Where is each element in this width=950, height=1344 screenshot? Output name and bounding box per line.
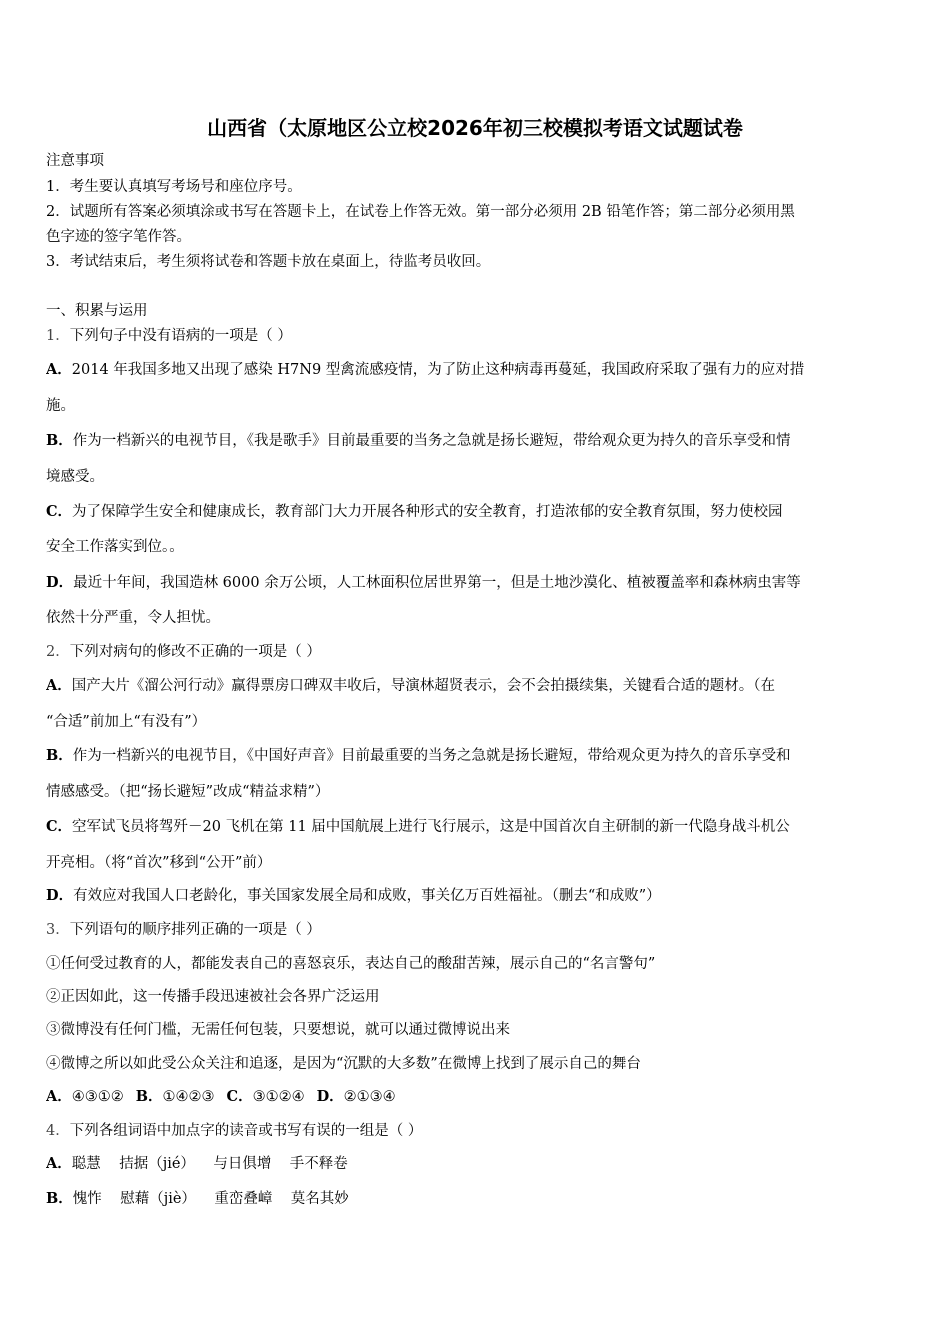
option-a — [46, 1154, 908, 1174]
option-text: 最近十年间，我国造林 6000 余万公顷，人工林面积位居世界第一，但是土地沙漠化、植被覆盖率和森林病虫害等 — [73, 575, 801, 591]
option-text: 2014 年我国多地又出现了感染 H7N9 型禽流感疫情，为了防止这种病毒再蔓延，我国政府采取了强有力的应对措 — [71, 362, 805, 378]
notice-item: 2．试题所有答案必须填涂或书写在答题卡上，在试卷上作答无效。第一部分必须用 2B 铅笔作答；第二部分必须用黑 — [46, 204, 795, 220]
question-2-stem — [46, 642, 908, 662]
question-number: 3． — [46, 922, 70, 938]
option-d — [46, 886, 908, 906]
question-3-stem — [46, 920, 908, 940]
sentence-4: ④微博之所以如此受公众关注和追逐，是因为“沉默的大多数”在微博上找到了展示自己的舞台 — [46, 1056, 641, 1072]
notice-item: 1．考生要认真填写考场号和座位序号。 — [46, 179, 302, 195]
option-text: ③①②④ — [252, 1089, 305, 1105]
option-b-cont: 情感感受。（把“扬长避短”改成“精益求精”） — [46, 784, 330, 800]
question-4-stem — [46, 1121, 908, 1141]
option-text: ④③①② — [71, 1089, 124, 1105]
exam-title: 山西省（太原地区公立校2026年初三校模拟考语文试题试卷 — [207, 116, 743, 140]
option-text: 空军试飞员将驾歼－20 飞机在第 11 届中国航展上进行飞行展示，这是中国首次自主研制的新一代隐身战斗机公 — [72, 819, 790, 835]
option-b — [46, 746, 908, 766]
option-c — [46, 502, 908, 522]
option-label: B． — [46, 1190, 73, 1207]
option-label: B． — [46, 747, 73, 764]
option-text: ①④②③ — [162, 1089, 215, 1105]
option-label: D． — [46, 887, 74, 904]
question-number: 2． — [46, 644, 70, 660]
option-b-cont: 境感受。 — [46, 469, 104, 485]
option-c — [46, 817, 908, 837]
sentence-3: ③微博没有任何门槛，无需任何包装，只要想说，就可以通过微博说出来 — [46, 1022, 510, 1038]
option-text: 聪慧 拮据（jié） 与日俱增 手不释卷 — [71, 1156, 348, 1172]
question-1-stem — [46, 326, 908, 346]
option-label: C． — [46, 503, 73, 520]
sentence-2: ②正因如此，这一传播手段迅速被社会各界广泛运用 — [46, 989, 380, 1005]
option-d — [46, 573, 908, 593]
question-text: 下列语句的顺序排列正确的一项是（ ） — [69, 922, 321, 938]
option-text: 有效应对我国人口老龄化，事关国家发展全局和成败，事关亿万百姓福祉。（删去“和成败”） — [73, 888, 661, 904]
option-b — [46, 1189, 908, 1209]
option-text: 为了保障学生安全和健康成长，教育部门大力开展各种形式的安全教育，打造浓郁的安全教育氛围，努力使校园 — [72, 504, 783, 520]
option-text: 作为一档新兴的电视节目，《我是歌手》目前最重要的当务之急就是扬长避短，带给观众更为持久的音乐享受和情 — [72, 433, 791, 449]
option-label: A． — [46, 361, 72, 378]
option-label: A． — [46, 1088, 72, 1105]
notice-heading: 注意事项 — [46, 153, 104, 169]
option-c-cont: 开亮相。（将“首次”移到“公开”前） — [46, 855, 272, 871]
sentence-1: ①任何受过教育的人，都能发表自己的喜怒哀乐，表达自己的酸甜苦辣，展示自己的“名言警句” — [46, 956, 656, 972]
option-label: D． — [316, 1088, 344, 1105]
option-label: B． — [46, 432, 73, 449]
options-row — [46, 1087, 908, 1107]
notice-item: 色字迹的签字笔作答。 — [46, 229, 191, 245]
option-label: A． — [46, 677, 72, 694]
question-text: 下列句子中没有语病的一项是（ ） — [69, 328, 292, 344]
question-text: 下列各组词语中加点字的读音或书写有误的一组是（ ） — [69, 1123, 423, 1139]
option-label: C． — [226, 1088, 253, 1105]
notice-item: 3．考试结束后，考生须将试卷和答题卡放在桌面上，待监考员收回。 — [46, 254, 491, 270]
option-b — [46, 431, 908, 451]
option-label: A． — [46, 1155, 72, 1172]
question-text: 下列对病句的修改不正确的一项是（ ） — [69, 644, 321, 660]
option-text: 作为一档新兴的电视节目，《中国好声音》目前最重要的当务之急就是扬长避短，带给观众更为持久的音乐享受和 — [72, 748, 791, 764]
option-text: ②①③④ — [343, 1089, 396, 1105]
question-number: 1． — [46, 328, 70, 344]
option-a — [46, 360, 908, 380]
option-a — [46, 676, 908, 696]
option-a-cont: “合适”前加上“有没有”） — [46, 714, 207, 730]
option-text: 愧怍 慰藉（jiè） 重峦叠嶂 莫名其妙 — [72, 1191, 349, 1207]
option-text: 国产大片《溜公河行动》赢得票房口碑双丰收后，导演林超贤表示，会不会拍摄续集，关键看合适的题材。（在 — [71, 678, 776, 694]
option-a-cont: 施。 — [46, 398, 75, 414]
question-number: 4． — [46, 1123, 70, 1139]
option-label: B． — [135, 1088, 163, 1105]
option-label: D． — [46, 574, 74, 591]
option-c-cont: 安全工作落实到位。。 — [46, 539, 184, 555]
option-d-cont: 依然十分严重，令人担忧。 — [46, 610, 220, 626]
option-label: C． — [46, 818, 73, 835]
section-heading: 一、积累与运用 — [46, 303, 148, 319]
